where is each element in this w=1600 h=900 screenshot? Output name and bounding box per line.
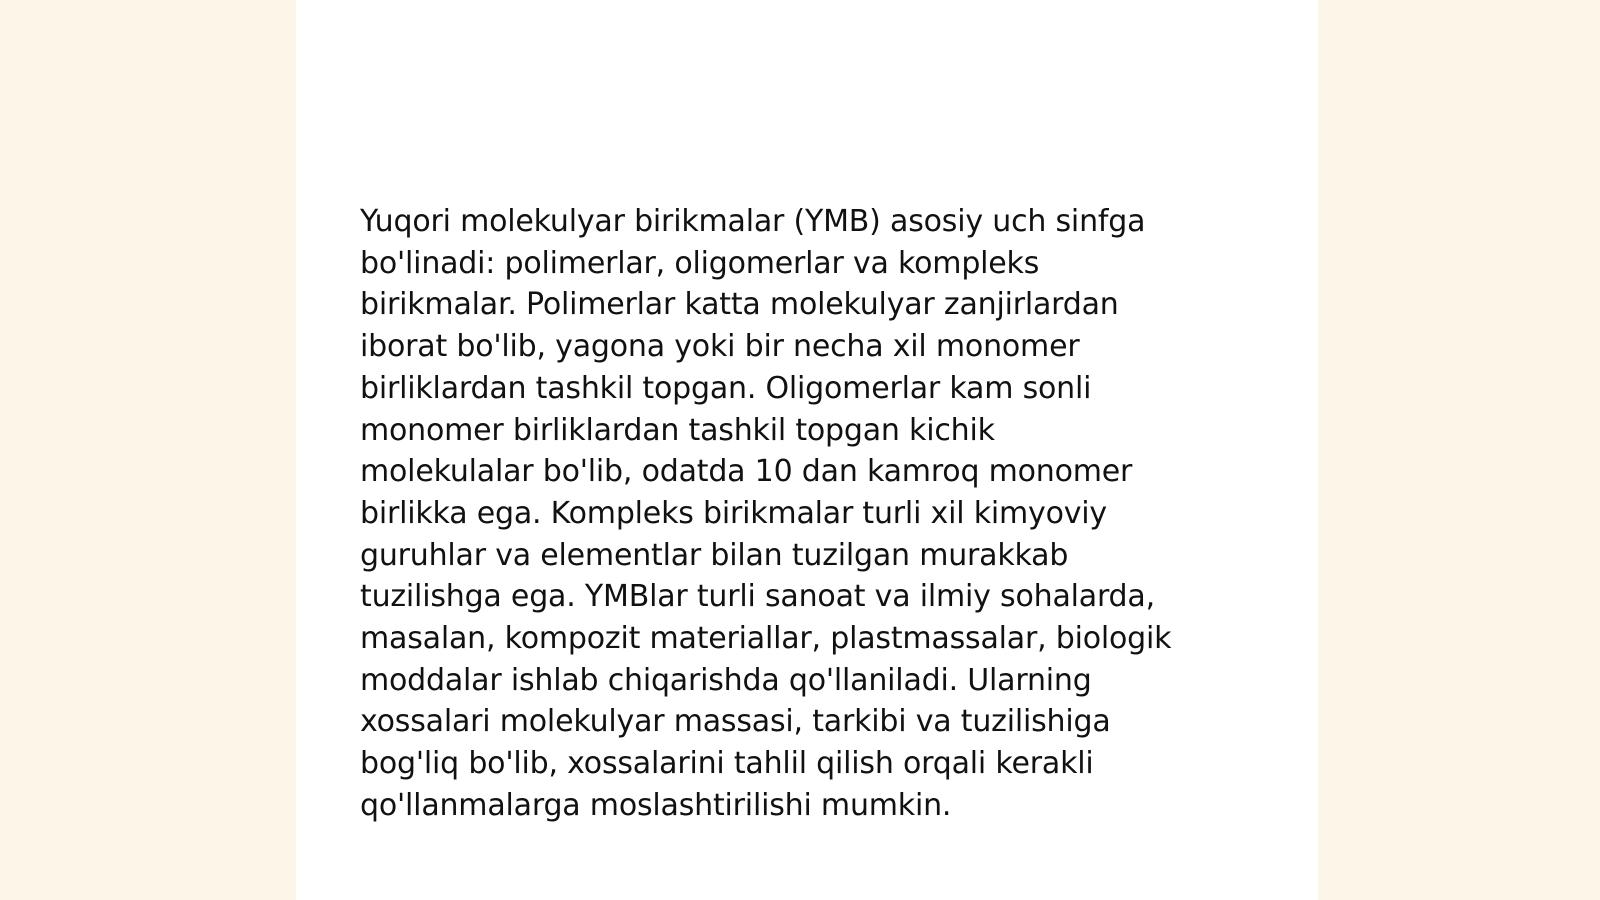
slide-canvas xyxy=(296,0,1318,900)
paragraph-line: guruhlar va elementlar bilan tuzilgan murakkab xyxy=(360,537,1069,573)
paragraph-line: molekulalar bo'lib, odatda 10 dan kamroq monomer xyxy=(360,454,1133,490)
paragraph-line: bo'linadi: polimerlar, oligomerlar va kompleks xyxy=(360,245,1040,281)
paragraph-line: Yuqori molekulyar birikmalar (YMB) asosiy uch sinfga xyxy=(360,204,1146,239)
paragraph-line: xossalari molekulyar massasi, tarkibi va tuzilishiga xyxy=(360,704,1111,740)
paragraph-line: birliklardan tashkil topgan. Oligomerlar kam sonli xyxy=(360,370,1092,406)
paragraph-line: bog'liq bo'lib, xossalarini tahlil qilish orqali kerakli xyxy=(360,746,1094,782)
paragraph-line: qo'llanmalarga moslashtirilishi mumkin. xyxy=(360,787,952,823)
paragraph-line: birikmalar. Polimerlar katta molekulyar zanjirlardan xyxy=(360,287,1119,323)
paragraph-line: moddalar ishlab chiqarishda qo'llaniladi. Ularning xyxy=(360,662,1092,698)
paragraph-line: birlikka ega. Kompleks birikmalar turli xil kimyoviy xyxy=(360,495,1107,531)
paragraph-line: iborat bo'lib, yagona yoki bir necha xil monomer xyxy=(360,329,1080,365)
paragraph-line: monomer birliklardan tashkil topgan kichik xyxy=(360,412,995,448)
paragraph-line: tuzilishga ega. YMBlar turli sanoat va ilmiy sohalarda, xyxy=(360,579,1155,615)
paragraph-line: masalan, kompozit materiallar, plastmassalar, biologik xyxy=(360,621,1172,657)
body-paragraph xyxy=(360,201,1240,827)
